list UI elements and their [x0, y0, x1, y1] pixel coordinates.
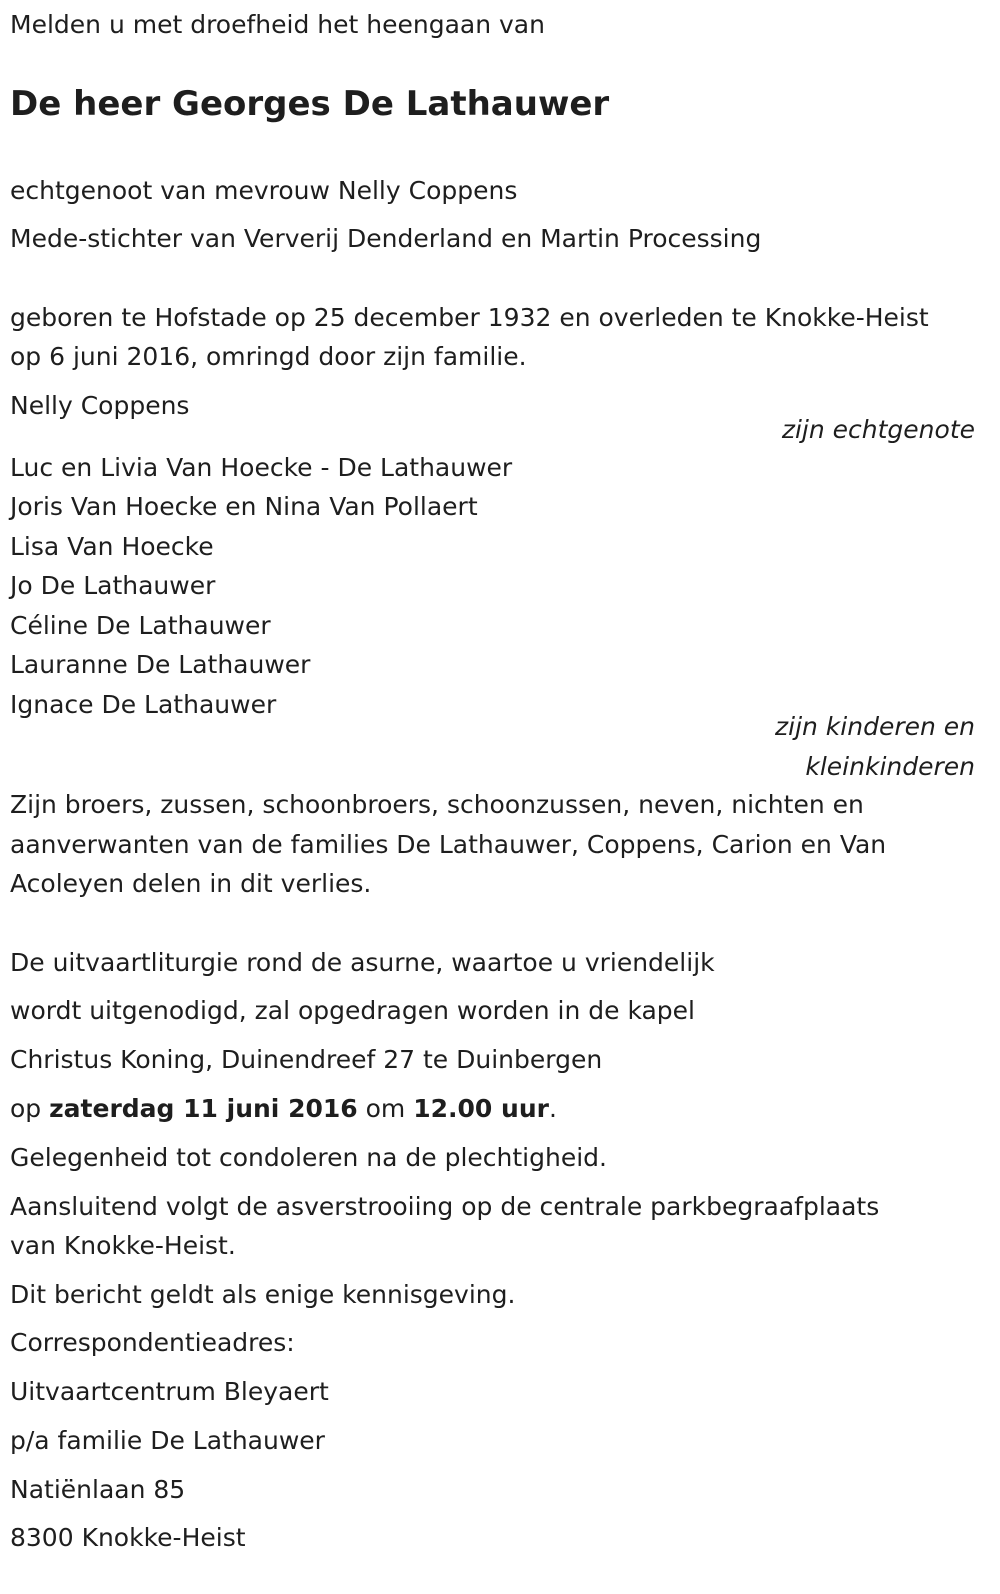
address-label: Correspondentieadres:: [10, 1328, 295, 1357]
deceased-name-heading: De heer Georges De Lathauwer: [10, 84, 610, 124]
birth-line-1: geboren te Hofstade op 25 december 1932 en overleden te Knokke-Heist: [10, 303, 929, 332]
child-name: Céline De Lathauwer: [10, 611, 271, 640]
family-line: Zijn broers, zussen, schoonbroers, schoonzussen, neven, nichten en: [10, 790, 864, 819]
spouse-name: Nelly Coppens: [10, 391, 190, 420]
notice-line: Dit bericht geldt als enige kennisgeving.: [10, 1280, 516, 1309]
child-name: Luc en Livia Van Hoecke - De Lathauwer: [10, 453, 513, 482]
liturgy-line: wordt uitgenodigd, zal opgedragen worden in de kapel: [10, 996, 695, 1025]
date-prefix: op: [10, 1094, 42, 1123]
service-datetime-line: [10, 1094, 557, 1124]
birth-line-2: op 6 juni 2016, omringd door zijn familie.: [10, 342, 527, 371]
liturgy-line: De uitvaartliturgie rond de asurne, waartoe u vriendelijk: [10, 948, 715, 977]
founder-line: Mede-stichter van Ververij Denderland en Martin Processing: [10, 224, 762, 253]
family-line: aanverwanten van de families De Lathauwer, Coppens, Carion en Van: [10, 830, 887, 859]
time-prefix: om: [365, 1094, 406, 1123]
spouse-line: echtgenoot van mevrouw Nelly Coppens: [10, 176, 518, 205]
service-time: 12.00 uur: [413, 1094, 549, 1123]
address-line: 8300 Knokke-Heist: [10, 1523, 246, 1552]
children-role-line-1: zijn kinderen en: [775, 712, 975, 741]
condolence-line: Gelegenheid tot condoleren na de plechtigheid.: [10, 1143, 607, 1172]
child-name: Lisa Van Hoecke: [10, 532, 214, 561]
child-name: Jo De Lathauwer: [10, 571, 216, 600]
address-line: Natiënlaan 85: [10, 1475, 186, 1504]
child-name: Lauranne De Lathauwer: [10, 650, 311, 679]
family-line: Acoleyen delen in dit verlies.: [10, 869, 372, 898]
scatter-line: van Knokke-Heist.: [10, 1231, 236, 1260]
liturgy-line: Christus Koning, Duinendreef 27 te Duinbergen: [10, 1045, 603, 1074]
children-role-line-2: kleinkinderen: [805, 752, 975, 781]
child-name: Ignace De Lathauwer: [10, 690, 277, 719]
address-line: Uitvaartcentrum Bleyaert: [10, 1377, 329, 1406]
service-date: zaterdag 11 juni 2016: [49, 1094, 358, 1123]
date-suffix: .: [548, 1094, 557, 1123]
child-name: Joris Van Hoecke en Nina Van Pollaert: [10, 492, 478, 521]
intro-text: Melden u met droefheid het heengaan van: [10, 10, 545, 39]
address-line: p/a familie De Lathauwer: [10, 1426, 325, 1455]
scatter-line: Aansluitend volgt de asverstrooiing op de centrale parkbegraafplaats: [10, 1192, 880, 1221]
spouse-role: zijn echtgenote: [781, 415, 975, 444]
